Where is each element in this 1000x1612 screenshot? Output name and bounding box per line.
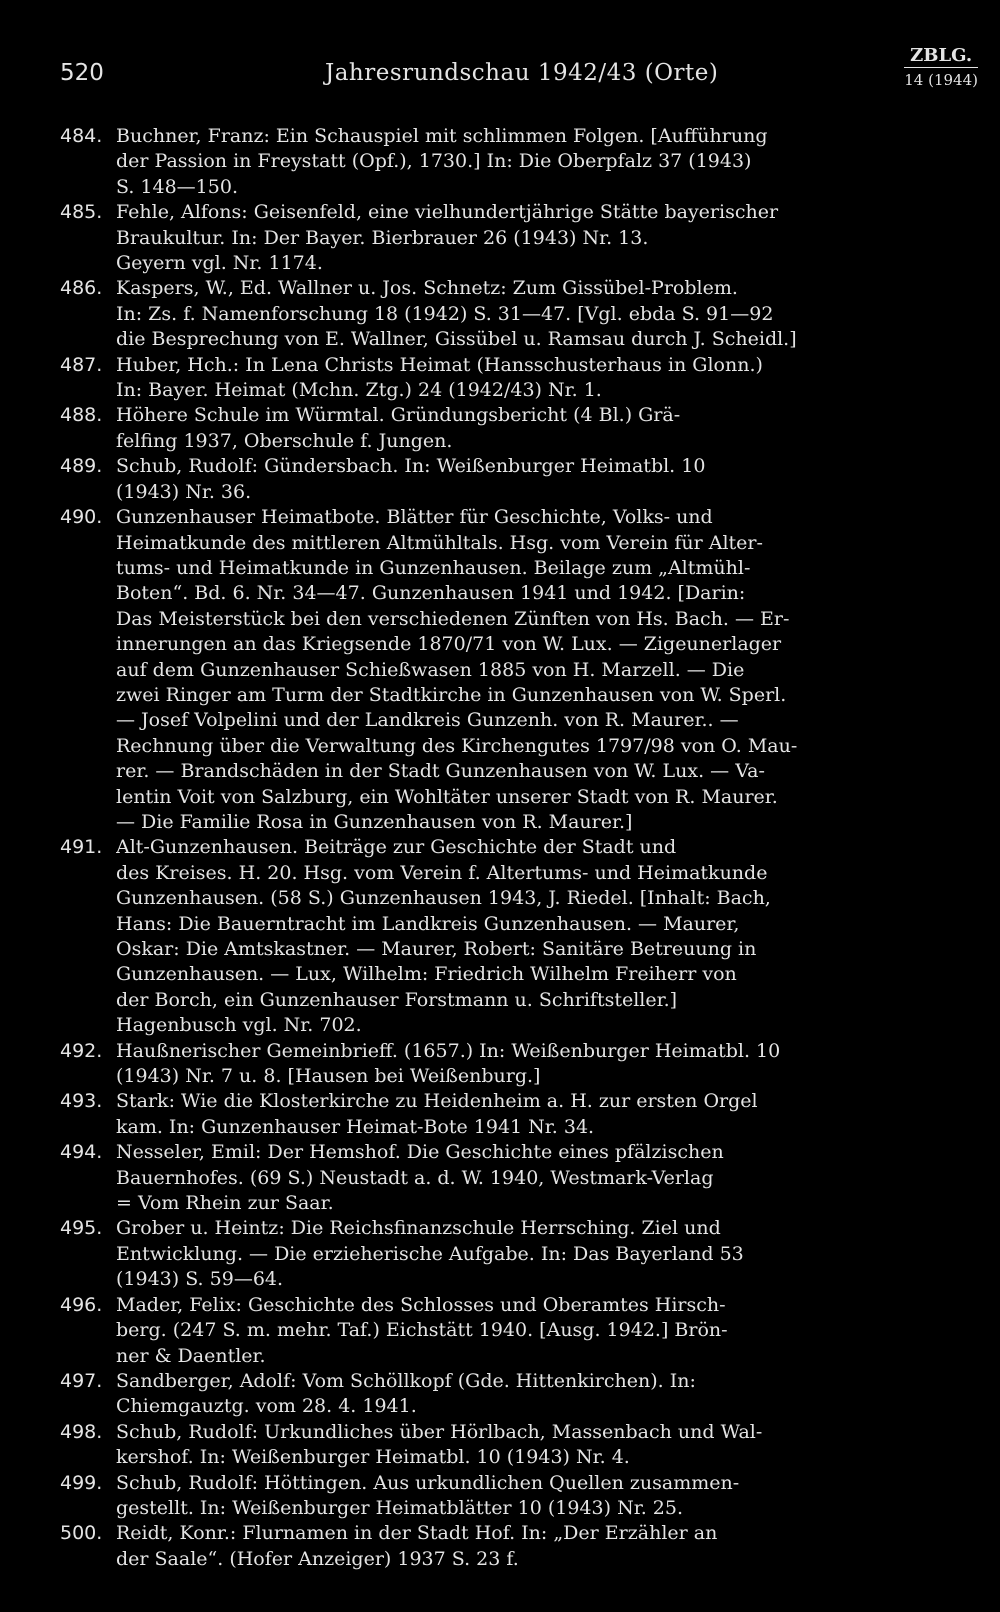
bibliography-entry [60,454,974,505]
entry-line: Huber, Hch.: In Lena Christs Heimat (Hansschusterhaus in Glonn.) [116,353,763,376]
entry-line: kershof. In: Weißenburger Heimatbl. 10 (1943) Nr. 4. [116,1446,630,1469]
entry-line: Reidt, Konr.: Flurnamen in der Stadt Hof. In: „Der Erzähler an [116,1522,718,1545]
entry-text [116,454,974,505]
entry-line: (1943) Nr. 7 u. 8. [Hausen bei Weißenburg.] [116,1065,541,1088]
entry-line: (1943) Nr. 36. [116,480,252,503]
entry-line: ner & Daentler. [116,1344,266,1367]
entry-line: gestellt. In: Weißenburger Heimatblätter 10 (1943) Nr. 25. [116,1496,683,1519]
entry-number: 498. [60,1420,103,1443]
entry-line: Schub, Rudolf: Höttingen. Aus urkundlichen Quellen zusammen- [116,1471,740,1494]
entry-number: 497. [60,1369,103,1392]
entry-line: — Die Familie Rosa in Gunzenhausen von R. Maurer.] [116,810,633,833]
entry-line: — Josef Volpelini und der Landkreis Gunzenh. von R. Maurer.. — [116,709,739,732]
entry-number: 500. [60,1522,103,1545]
entry-line: Gunzenhausen. — Lux, Wilhelm: Friedrich Wilhelm Freiherr von [116,963,737,986]
entry-line: Haußnerischer Gemeinbrieff. (1657.) In: Weißenburger Heimatbl. 10 [116,1039,781,1062]
entry-number: 490. [60,506,103,529]
entry-text [116,1369,974,1420]
bibliography-entry [60,200,974,276]
running-title: Jahresrundschau 1942/43 (Orte) [325,60,719,86]
entry-line: Schub, Rudolf: Gündersbach. In: Weißenburger Heimatbl. 10 [116,455,706,478]
bibliography-entry [60,124,974,200]
entry-number: 496. [60,1293,103,1316]
bibliography-entry [60,1471,974,1522]
entry-line: Hagenbusch vgl. Nr. 702. [116,1014,362,1037]
entry-text [116,1521,974,1572]
entry-text [116,200,974,276]
entry-line: Heimatkunde des mittleren Altmühltals. Hsg. vom Verein für Alter- [116,531,763,554]
entry-line: Alt-Gunzenhausen. Beiträge zur Geschichte der Stadt und [116,836,677,859]
entry-line: Gunzenhausen. (58 S.) Gunzenhausen 1943, J. Riedel. [Inhalt: Bach, [116,887,771,910]
entry-line: Stark: Wie die Klosterkirche zu Heidenheim a. H. zur ersten Orgel [116,1090,758,1113]
entry-line: Sandberger, Adolf: Vom Schöllkopf (Gde. Hittenkirchen). In: [116,1369,696,1392]
entry-line: der Passion in Freystatt (Opf.), 1730.] In: Die Oberpfalz 37 (1943) [116,150,752,173]
entry-text [116,1140,974,1216]
entry-line: Höhere Schule im Würmtal. Gründungsbericht (4 Bl.) Grä- [116,404,681,427]
entry-line: Grober u. Heintz: Die Reichsfinanzschule Herrsching. Ziel und [116,1217,721,1240]
entry-text [116,276,974,352]
journal-volume: 14 (1944) [904,71,978,89]
entry-line: = Vom Rhein zur Saar. [116,1192,334,1215]
entry-text [116,403,974,454]
bibliography-entry [60,1369,974,1420]
entry-text [116,1089,974,1140]
bibliography-entry [60,403,974,454]
entry-line: felfing 1937, Oberschule f. Jungen. [116,429,453,452]
entry-text [116,1420,974,1471]
entry-number: 491. [60,836,103,859]
entry-line: innerungen an das Kriegsende 1870/71 von W. Lux. — Zigeunerlager [116,633,782,656]
entry-line: Gunzenhauser Heimatbote. Blätter für Geschichte, Volks- und [116,506,713,529]
entry-line: zwei Ringer am Turm der Stadtkirche in Gunzenhausen von W. Sperl. [116,683,787,706]
entry-line: der Borch, ein Gunzenhauser Forstmann u. Schriftsteller.] [116,988,678,1011]
entry-line: Rechnung über die Verwaltung des Kirchengutes 1797/98 von O. Mau- [116,734,798,757]
bibliography-entry [60,1089,974,1140]
entry-number: 493. [60,1090,103,1113]
entry-line: die Besprechung von E. Wallner, Gissübel u. Ramsau durch J. Scheidl.] [116,328,797,351]
entry-line: Geyern vgl. Nr. 1174. [116,252,323,275]
entry-line: der Saale“. (Hofer Anzeiger) 1937 S. 23 f. [116,1547,519,1570]
bibliography-entry [60,1521,974,1572]
bibliography-entry [60,1420,974,1471]
entry-line: (1943) S. 59—64. [116,1268,284,1291]
entry-number: 492. [60,1039,103,1062]
bibliography-list [60,124,974,1572]
bibliography-entry [60,835,974,1038]
entry-line: Kaspers, W., Ed. Wallner u. Jos. Schnetz: Zum Gissübel-Problem. [116,277,738,300]
entry-text [116,1293,974,1369]
entry-line: tums- und Heimatkunde in Gunzenhausen. Beilage zum „Altmühl- [116,556,751,579]
entry-number: 489. [60,455,103,478]
entry-text [116,1471,974,1522]
entry-text [116,505,974,835]
entry-number: 486. [60,277,103,300]
entry-text [116,1039,974,1090]
entry-line: Hans: Die Bauerntracht im Landkreis Gunzenhausen. — Maurer, [116,912,740,935]
entry-number: 495. [60,1217,103,1240]
entry-line: Chiemgauztg. vom 28. 4. 1941. [116,1395,417,1418]
entry-line: In: Bayer. Heimat (Mchn. Ztg.) 24 (1942/43) Nr. 1. [116,379,602,402]
bibliography-entry [60,276,974,352]
entry-line: Buchner, Franz: Ein Schauspiel mit schlimmen Folgen. [Aufführung [116,125,768,147]
entry-text [116,1216,974,1292]
entry-number: 485. [60,201,103,224]
entry-line: Boten“. Bd. 6. Nr. 34—47. Gunzenhausen 1941 und 1942. [Darin: [116,582,746,605]
entry-text [116,835,974,1038]
bibliography-entry [60,1293,974,1369]
journal-abbreviation: ZBLG. [904,46,978,68]
entry-text [116,124,974,200]
entry-number: 488. [60,404,103,427]
journal-reference [904,46,978,90]
entry-line: Nesseler, Emil: Der Hemshof. Die Geschichte eines pfälzischen [116,1141,724,1164]
entry-line: rer. — Brandschäden in der Stadt Gunzenhausen von W. Lux. — Va- [116,760,765,783]
entry-number: 484. [60,125,103,147]
bibliography-entry [60,505,974,835]
entry-text [116,353,974,404]
entry-number: 499. [60,1471,103,1494]
entry-line: berg. (247 S. m. mehr. Taf.) Eichstätt 1940. [Ausg. 1942.] Brön- [116,1319,728,1342]
page-number: 520 [60,60,104,86]
entry-line: Fehle, Alfons: Geisenfeld, eine vielhundertjährige Stätte bayerischer [116,201,779,224]
entry-line: lentin Voit von Salzburg, ein Wohltäter unserer Stadt von R. Maurer. [116,785,778,808]
entry-line: Das Meisterstück bei den verschiedenen Zünften von Hs. Bach. — Er- [116,607,790,630]
entry-line: Mader, Felix: Geschichte des Schlosses und Oberamtes Hirsch- [116,1293,726,1316]
entry-line: Entwicklung. — Die erzieherische Aufgabe. In: Das Bayerland 53 [116,1242,744,1265]
entry-line: auf dem Gunzenhauser Schießwasen 1885 von H. Marzell. — Die [116,658,745,681]
entry-line: Schub, Rudolf: Urkundliches über Hörlbach, Massenbach und Wal- [116,1420,763,1443]
bibliography-entry [60,1216,974,1292]
bibliography-entry [60,353,974,404]
bibliography-entry [60,1140,974,1216]
entry-line: Oskar: Die Amtskastner. — Maurer, Robert: Sanitäre Betreuung in [116,938,757,960]
entry-line: Braukultur. In: Der Bayer. Bierbrauer 26 (1943) Nr. 13. [116,226,649,249]
entry-line: S. 148—150. [116,175,238,198]
entry-line: Bauernhofes. (69 S.) Neustadt a. d. W. 1940, Westmark-Verlag [116,1166,714,1189]
entry-number: 494. [60,1141,103,1164]
entry-number: 487. [60,353,103,376]
bibliography-entry [60,1039,974,1090]
entry-line: In: Zs. f. Namenforschung 18 (1942) S. 31—47. [Vgl. ebda S. 91—92 [116,302,774,325]
entry-line: des Kreises. H. 20. Hsg. vom Verein f. Altertums- und Heimatkunde [116,861,768,884]
page-header [60,46,978,106]
entry-line: kam. In: Gunzenhauser Heimat-Bote 1941 Nr. 34. [116,1115,595,1138]
